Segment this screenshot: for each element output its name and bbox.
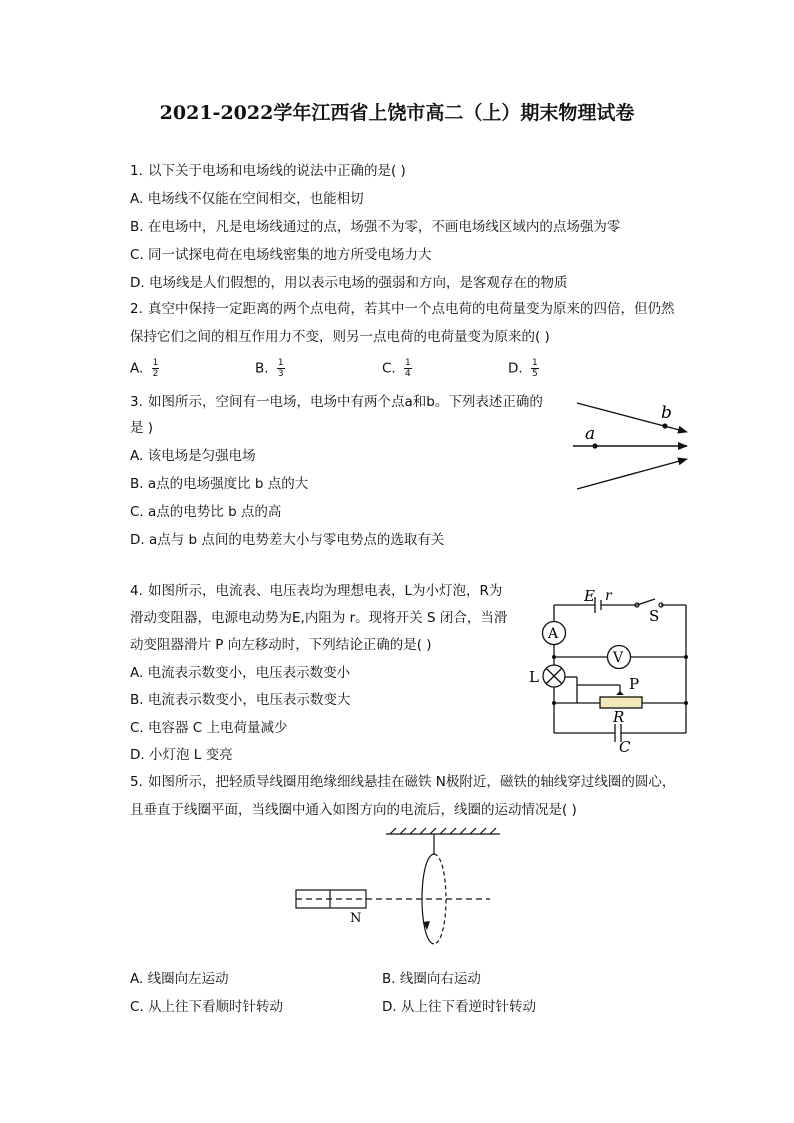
q1-option-a: A. 电场线不仅能在空间相交，也能相切 xyxy=(130,191,364,207)
q4-stem-line3: 动变阻器滑片 P 向左移动时，下列结论正确的是( ) xyxy=(130,637,432,653)
q4-option-a: A. 电流表示数变小，电压表示数变小 xyxy=(130,665,351,681)
q2-number: 2. xyxy=(130,301,143,317)
q3-option-a: A. 该电场是匀强电场 xyxy=(130,448,256,464)
q3-option-c: C. a点的电势比 b 点的高 xyxy=(130,504,282,520)
q3-field-lines-figure xyxy=(565,398,695,498)
q2-option-d xyxy=(508,358,539,379)
q5-option-c: C. 从上往下看顺时针转动 xyxy=(130,999,284,1015)
q4-rheostat xyxy=(600,697,642,708)
q3-stem-line2: 是 ) xyxy=(130,420,154,436)
q4-option-b: B. 电流表示数变小，电压表示数变大 xyxy=(130,692,351,708)
q4-junction-dot xyxy=(552,655,556,659)
q1-number: 1. xyxy=(130,163,143,179)
q5-stem-line2: 且垂直于线圈平面，当线圈中通入如图方向的电流后，线圈的运动情况是( ) xyxy=(130,802,577,818)
q3-number: 3. xyxy=(130,394,143,410)
q2-option-a-denominator: 2 xyxy=(152,369,159,379)
q4-label-C: C xyxy=(619,738,631,756)
q2-option-b xyxy=(255,358,285,379)
q4-label-S: S xyxy=(649,607,660,625)
q2-option-a-fraction xyxy=(152,358,160,379)
q2-option-a-numerator: 1 xyxy=(152,358,159,368)
page-title: 2021-2022学年江西省上饶市高二（上）期末物理试卷 xyxy=(159,102,635,124)
q2-option-c-denominator: 4 xyxy=(405,369,411,379)
q4-slider-arrow xyxy=(616,691,624,695)
q4-label-P: P xyxy=(629,675,640,693)
q5-number: 5. xyxy=(130,774,143,790)
q2-option-a xyxy=(130,358,159,379)
q3-label-b: b xyxy=(661,403,672,423)
q2-stem-line2: 保持它们之间的相互作用力不变，则另一点电荷的电荷量变为原来的( ) xyxy=(130,329,550,345)
q4-junction-dot xyxy=(684,655,688,659)
q1-stem: 以下关于电场和电场线的说法中正确的是( ) xyxy=(148,163,406,179)
q5-magnet-coil-figure xyxy=(290,826,500,950)
q4-label-R: R xyxy=(613,708,625,726)
q2-option-d-denominator: 5 xyxy=(531,369,538,379)
q2-option-c-numerator: 1 xyxy=(405,358,411,368)
q3-stem-line1: 如图所示，空间有一电场，电场中有两个点a和b。下列表述正确的 xyxy=(148,394,543,410)
q3-option-d: D. a点与 b 点间的电势差大小与零电势点的选取有关 xyxy=(130,532,445,548)
q4-stem-line1: 如图所示，电流表、电压表均为理想电表，L为小灯泡，R为 xyxy=(148,583,503,599)
q2-option-d-fraction xyxy=(531,358,539,379)
q4-label-E: E xyxy=(584,587,595,605)
q5-option-b: B. 线圈向右运动 xyxy=(382,971,481,987)
q4-circuit-figure xyxy=(525,585,695,757)
q3-field-line-bottom xyxy=(577,459,687,489)
q2-stem-line1: 真空中保持一定距离的两个点电荷，若其中一个点电荷的电荷量变为原来的四倍，但仍然 xyxy=(148,301,675,317)
q4-label-V: V xyxy=(613,650,624,666)
q2-option-b-denominator: 3 xyxy=(277,369,284,379)
q1-option-d: D. 电场线是人们假想的，用以表示电场的强弱和方向，是客观存在的物质 xyxy=(130,275,568,291)
q5-label-N: N xyxy=(350,911,362,926)
q4-junction-dot xyxy=(552,701,556,705)
q4-option-d: D. 小灯泡 L 变亮 xyxy=(130,747,233,763)
q4-label-L: L xyxy=(529,668,539,686)
q2-option-b-numerator: 1 xyxy=(277,358,284,368)
q4-number: 4. xyxy=(130,583,143,599)
q2-option-a-label: A. xyxy=(130,360,144,377)
q3-label-a: a xyxy=(585,424,596,444)
q4-label-A: A xyxy=(548,626,559,642)
q3-point-b xyxy=(662,423,667,428)
q2-option-d-label: D. xyxy=(508,360,523,377)
q5-option-a: A. 线圈向左运动 xyxy=(130,971,229,987)
q1-option-b: B. 在电场中，凡是电场线通过的点，场强不为零，不画电场线区域内的点场强为零 xyxy=(130,219,621,235)
q4-stem-line2: 滑动变阻器，电源电动势为E,内阻为 r。现将开关 S 闭合，当滑 xyxy=(130,610,508,626)
q4-junction-dot xyxy=(684,701,688,705)
q4-option-c: C. 电容器 C 上电荷量减少 xyxy=(130,720,288,736)
q2-option-b-fraction xyxy=(277,358,285,379)
q3-point-a xyxy=(592,443,597,448)
q5-option-d: D. 从上往下看逆时针转动 xyxy=(382,999,536,1015)
q2-option-d-numerator: 1 xyxy=(531,358,538,368)
q2-option-b-label: B. xyxy=(255,360,269,377)
q2-option-c-label: C. xyxy=(382,360,396,377)
q2-option-c xyxy=(382,358,412,379)
q2-option-c-fraction xyxy=(404,358,412,379)
q1-option-c: C. 同一试探电荷在电场线密集的地方所受电场力大 xyxy=(130,247,432,263)
q4-switch-blade xyxy=(637,599,655,605)
q4-label-r: r xyxy=(605,588,612,604)
q5-stem-line1: 如图所示，把轻质导线圈用绝缘细线悬挂在磁铁 N极附近，磁铁的轴线穿过线圈的圆心， xyxy=(148,774,676,790)
q3-option-b: B. a点的电场强度比 b 点的大 xyxy=(130,476,309,492)
